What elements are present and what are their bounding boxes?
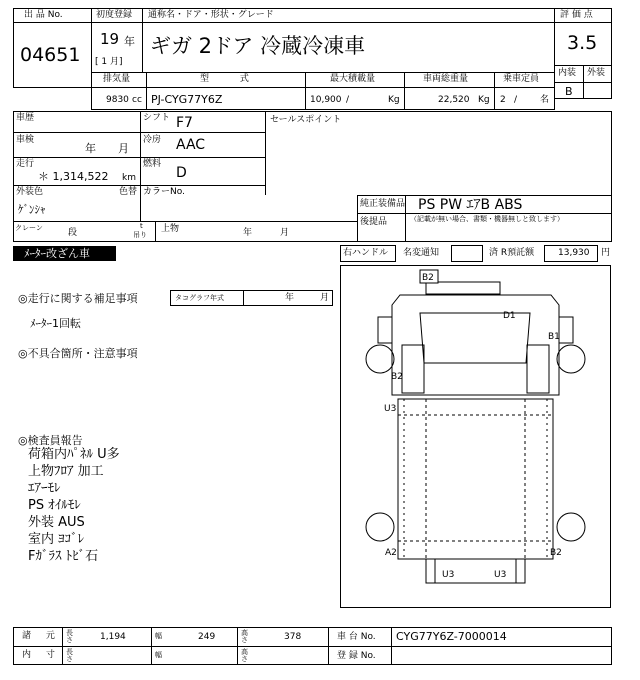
fuel-value: D [176, 165, 187, 181]
color-no-label: 色替 [119, 187, 138, 197]
divider [305, 72, 306, 110]
steering-value: 右ハンドル [343, 248, 389, 258]
fuel-label: 燃料 [143, 159, 162, 169]
first-reg-label: 初度登録 [96, 10, 133, 20]
body-month: 月 [280, 228, 290, 238]
divider [151, 627, 152, 665]
mileage-label: 走行 [16, 159, 35, 169]
divider [494, 72, 495, 110]
inspection-year: 年 [85, 142, 96, 155]
width-value: 249 [198, 632, 216, 642]
divider [91, 22, 555, 23]
divider [62, 627, 63, 665]
divider [391, 627, 392, 665]
ac-label: 冷房 [143, 135, 162, 145]
color-code-label: カラーNo. [143, 187, 185, 197]
gross-weight-unit: Kg [478, 95, 490, 105]
divider [243, 290, 244, 306]
defects-header: ◎不具合箇所・注意事項 [18, 347, 138, 360]
equipment-label: 純正装備品 [360, 199, 406, 209]
running-note: ﾒｰﾀｰ1回転 [30, 317, 81, 330]
divider [91, 87, 555, 88]
damage-mark: U3 [384, 404, 397, 414]
displacement-unit: cc [132, 95, 142, 105]
running-header: ◎走行に関する補足事項 [18, 292, 138, 305]
inspector-header: ◎検査員報告 [18, 434, 83, 447]
damage-mark: B2 [422, 273, 434, 283]
capacity-label: 乗車定員 [503, 74, 540, 84]
divider [13, 22, 92, 23]
inspection-label: 車検 [16, 135, 35, 145]
reg-label: 登 録 No. [337, 651, 376, 661]
divider [146, 72, 147, 110]
divider [142, 8, 143, 73]
mileage-value: ＊ 1,314,522 [38, 170, 109, 183]
exterior-label: 外装 [587, 68, 606, 78]
chassis-no: CYG77Y6Z-7000014 [396, 630, 507, 643]
length-value: 1,194 [100, 632, 126, 642]
recycle-label: 済 R預託额 [489, 248, 535, 258]
divider [13, 221, 357, 222]
rating-value: 3.5 [567, 32, 598, 54]
crane-stage: 段 [68, 228, 78, 238]
inspector-line: ｴｱｰﾓﾚ [28, 481, 61, 496]
inspector-line: Fｶﾞﾗｽ ﾄﾋﾞ石 [28, 549, 99, 564]
truck-diagram [340, 265, 611, 608]
inner-length-label: 長さ [66, 648, 73, 663]
damage-mark: D1 [503, 311, 516, 321]
vehicle-name: ギガ 2ドア 冷蔵冷凍車 [150, 34, 366, 58]
divider [237, 627, 238, 665]
divider [13, 646, 612, 647]
gross-weight-label: 車両総重量 [423, 74, 469, 84]
shift-label: シフト [143, 113, 171, 123]
width-label: 幅 [155, 632, 162, 640]
recycle-unit: 円 [601, 248, 611, 258]
lot-no: 04651 [20, 44, 81, 66]
mileage-unit: km [122, 173, 136, 183]
model-info-label: 通称名・ドア・形状・グレード [148, 10, 274, 20]
divider [140, 111, 141, 221]
exterior-color-label: 外装色 [16, 187, 44, 197]
model-label: 型 式 [200, 74, 263, 84]
name-change-box [451, 245, 483, 262]
inner-width-label: 幅 [155, 651, 162, 659]
gross-weight: 22,520 [438, 95, 470, 105]
capacity-unit: 名 [540, 95, 550, 105]
damage-mark: B1 [548, 332, 560, 342]
divider [404, 72, 405, 110]
equipment-value: PS PW ｴｱB ABS [418, 197, 523, 213]
model-code: PJ-CYG77Y6Z [151, 93, 223, 106]
max-load: 10,900 [310, 95, 342, 105]
history-label: 車歴 [16, 113, 35, 123]
divider [13, 132, 265, 133]
tachograph-year: 年 [285, 293, 295, 303]
exterior-color-value: ｹﾞﾝｼｬ [18, 203, 46, 216]
capacity: 2 [500, 95, 506, 105]
max-load-sep: / [346, 95, 350, 105]
displacement-label: 排気量 [103, 74, 131, 84]
divider [357, 195, 612, 196]
damage-mark: A2 [385, 548, 397, 558]
dims-label: 諸 元 [22, 631, 61, 641]
recycle-amount: 13,930 [558, 248, 590, 258]
shift-value: F7 [176, 115, 193, 131]
inspector-line: 室内 ﾖｺﾞﾚ [28, 532, 85, 547]
chassis-label: 車 台 No. [337, 632, 376, 642]
body-year: 年 [243, 228, 253, 238]
max-load-label: 最大積載量 [330, 74, 376, 84]
crane-label: クレーン [15, 224, 43, 232]
height-value: 378 [284, 632, 302, 642]
max-load-unit: Kg [388, 95, 400, 105]
ac-value: AAC [176, 137, 206, 153]
divider [13, 185, 265, 186]
displacement: 9830 [106, 95, 129, 105]
lot-no-label: 出 品 No. [24, 10, 63, 20]
damage-mark: U3 [442, 570, 455, 580]
body-label: 上物 [161, 224, 180, 234]
divider [155, 221, 156, 242]
divider [357, 195, 358, 242]
crane-suspension: 吊り [133, 231, 147, 239]
inner-height-label: 高さ [241, 648, 248, 663]
inspector-line: PS ｵｲﾙﾓﾚ [28, 498, 81, 513]
sales-point-label: セールスポイント [270, 115, 342, 125]
damage-mark: B2 [391, 372, 403, 382]
divider [13, 157, 265, 158]
divider [554, 22, 612, 23]
first-reg-year: 19 [100, 30, 120, 48]
aftermarket-note: （記載が無い場合、書類・機器無しと致します） [410, 215, 564, 223]
interior-grade: B [565, 85, 573, 98]
damage-mark: U3 [494, 570, 507, 580]
inspector-line: 上物ﾌﾛｱ 加工 [28, 464, 104, 479]
divider [328, 627, 329, 665]
first-reg-year-unit: 年 [124, 35, 135, 48]
divider [265, 111, 266, 195]
tachograph-month: 月 [320, 293, 330, 303]
divider [357, 213, 612, 214]
inner-label: 内 寸 [22, 650, 61, 660]
damage-mark: B2 [550, 548, 562, 558]
capacity-sep: / [514, 95, 518, 105]
tachograph-label: タコグラフ年式 [175, 294, 224, 302]
inspection-month: 月 [118, 142, 129, 155]
rating-label: 評 価 点 [560, 10, 593, 20]
interior-label: 内装 [558, 68, 577, 78]
inspector-line: 荷箱内ﾊﾟﾈﾙ U多 [28, 447, 120, 462]
crane-ton: t [140, 222, 143, 230]
height-label: 高さ [241, 629, 248, 644]
divider [583, 65, 584, 99]
first-reg-month: [ 1 月] [95, 57, 123, 67]
divider [405, 195, 406, 242]
odometer-tamper-text: ﾒｰﾀｰ改ざん車 [24, 247, 90, 260]
inspector-line: 外装 AUS [28, 515, 85, 530]
length-label: 長さ [66, 629, 73, 644]
name-change-label: 名変通知 [403, 248, 440, 258]
aftermarket-label: 後提品 [360, 217, 388, 227]
